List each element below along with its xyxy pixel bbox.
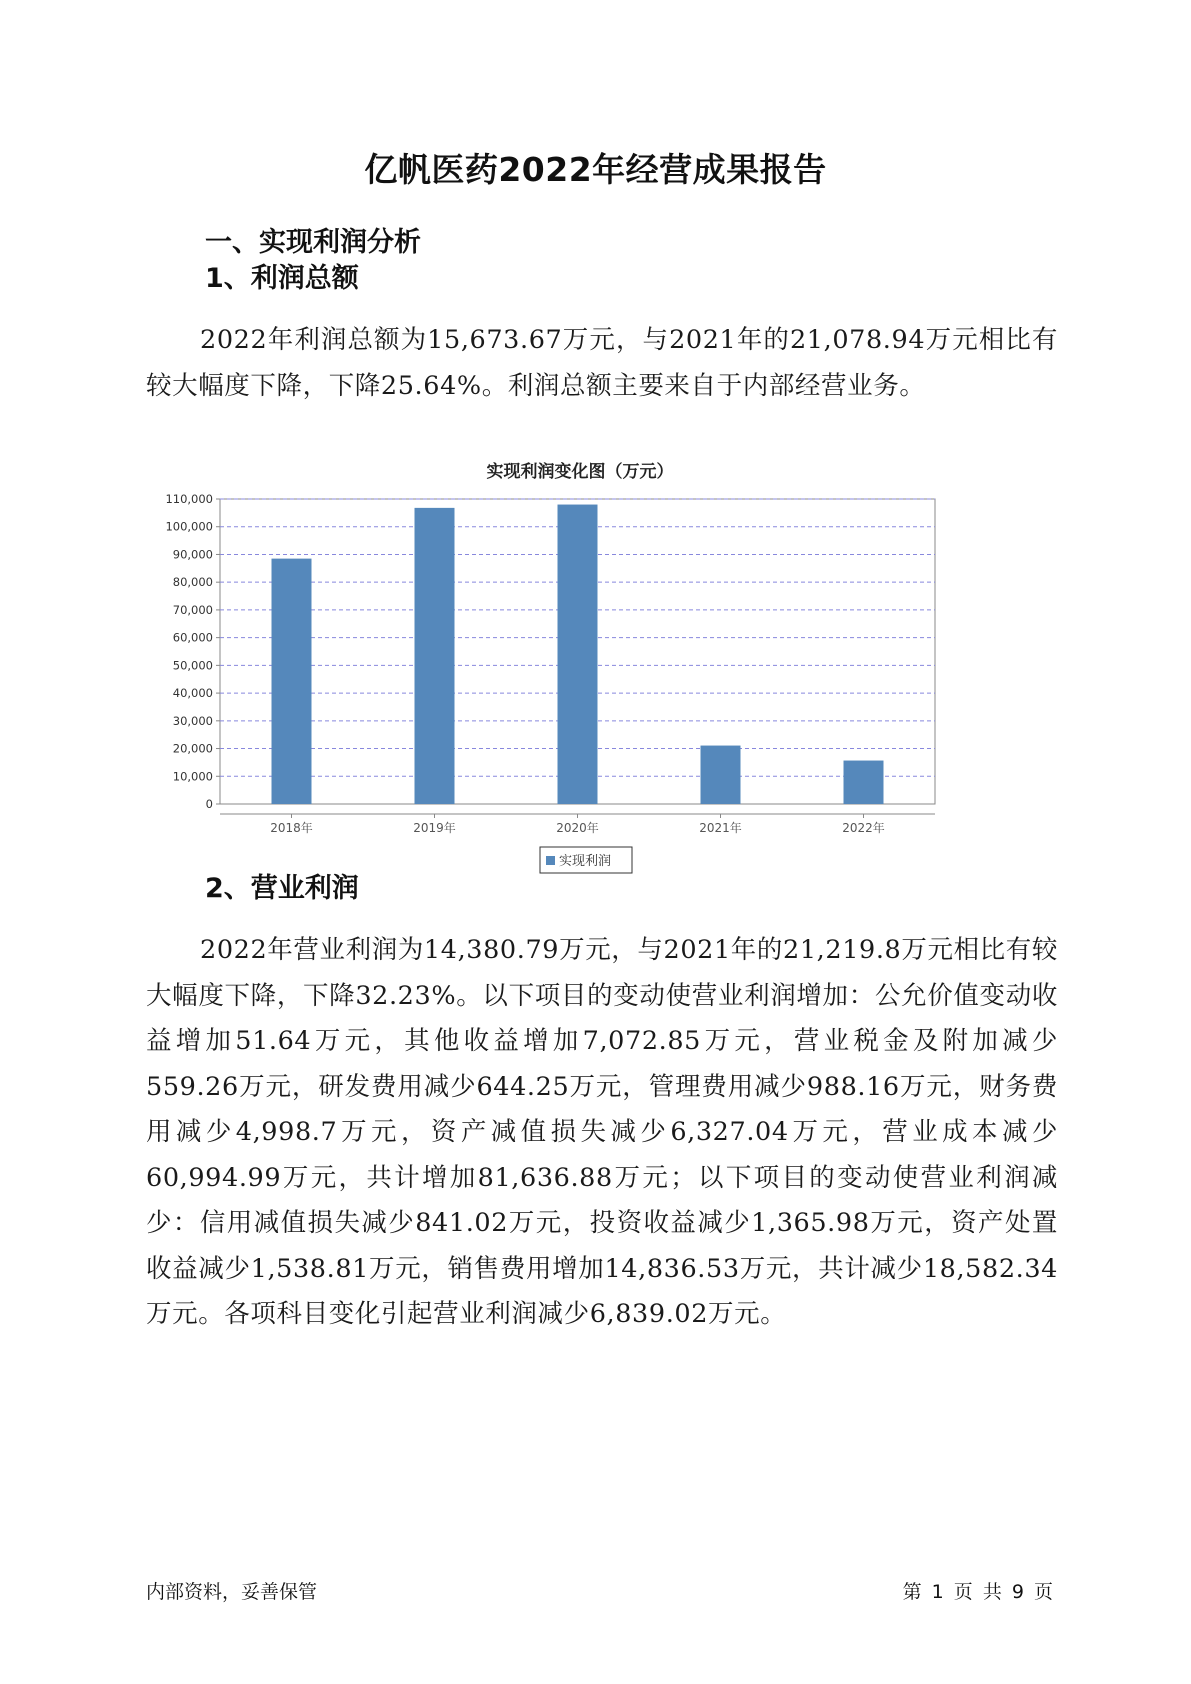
- y-tick-label: 80,000: [172, 575, 213, 590]
- bar-2021年: [701, 746, 741, 804]
- paragraph-operating-profit: 2022年营业利润为14,380.79万元，与2021年的21,219.8万元相比有较大幅度下降，下降32.23%。以下项目的变动使营业利润增加：公允价值变动收益增加51.64万元，其他收益增加7,072.85万元，营业税金及附加减少559.26万元，研发费用减少644.25万元，管理费用减少988.16万元，财务费用减少4,998.7万元，资产减值损失减少6,327.04万元，营业成本减少60,994.99万元，共计增加81,636.88万元；以下项目的变动使营业利润减少：信用减值损失减少841.02万元，投资收益减少1,365.98万元，资产处置收益减少1,538.81万元，销售费用增加14,836.53万元，共计减少18,582.34万元。各项科目变化引起营业利润减少6,839.02万元。: [146, 935, 1058, 1329]
- subsection-heading-total-profit: 1、利润总额: [205, 263, 359, 294]
- bar-2019年: [415, 508, 455, 804]
- page-title: 亿帆医药2022年经营成果报告: [364, 150, 827, 189]
- chart-title: 实现利润变化图（万元）: [486, 462, 674, 482]
- profit-bar-chart: [160, 455, 1030, 915]
- y-tick-label: 20,000: [172, 741, 213, 756]
- y-tick-label: 70,000: [172, 602, 213, 617]
- bar-2020年: [558, 505, 598, 804]
- x-tick-label: 2019年: [413, 821, 456, 835]
- section-heading-profit-analysis: 一、实现利润分析: [205, 227, 421, 258]
- x-tick-label: 2018年: [270, 821, 313, 835]
- legend-label: 实现利润: [559, 854, 612, 869]
- y-tick-label: 0: [205, 797, 213, 811]
- y-tick-label: 50,000: [172, 658, 213, 673]
- y-tick-label: 60,000: [172, 630, 213, 645]
- legend-swatch: [546, 856, 555, 865]
- y-tick-label: 40,000: [172, 686, 213, 701]
- x-tick-label: 2020年: [556, 821, 599, 835]
- bar-2018年: [272, 559, 312, 804]
- y-tick-label: 90,000: [172, 547, 213, 562]
- paragraph-total-profit: 2022年利润总额为15,673.67万元，与2021年的21,078.94万元相比有较大幅度下降，下降25.64%。利润总额主要来自于内部经营业务。: [146, 325, 1058, 401]
- x-tick-label: 2022年: [842, 821, 885, 835]
- y-tick-label: 10,000: [172, 769, 213, 784]
- y-tick-label: 30,000: [172, 713, 213, 728]
- footer-confidential-note: 内部资料，妥善保管: [146, 1581, 318, 1603]
- y-tick-label: 100,000: [165, 519, 213, 534]
- y-tick-label: 110,000: [165, 492, 213, 506]
- footer-page-number: 第 1 页 共 9 页: [902, 1581, 1053, 1603]
- chart-svg: [160, 455, 1030, 915]
- x-tick-label: 2021年: [699, 821, 742, 835]
- subsection-heading-operating-profit: 2、营业利润: [205, 873, 359, 904]
- bar-2022年: [844, 761, 884, 804]
